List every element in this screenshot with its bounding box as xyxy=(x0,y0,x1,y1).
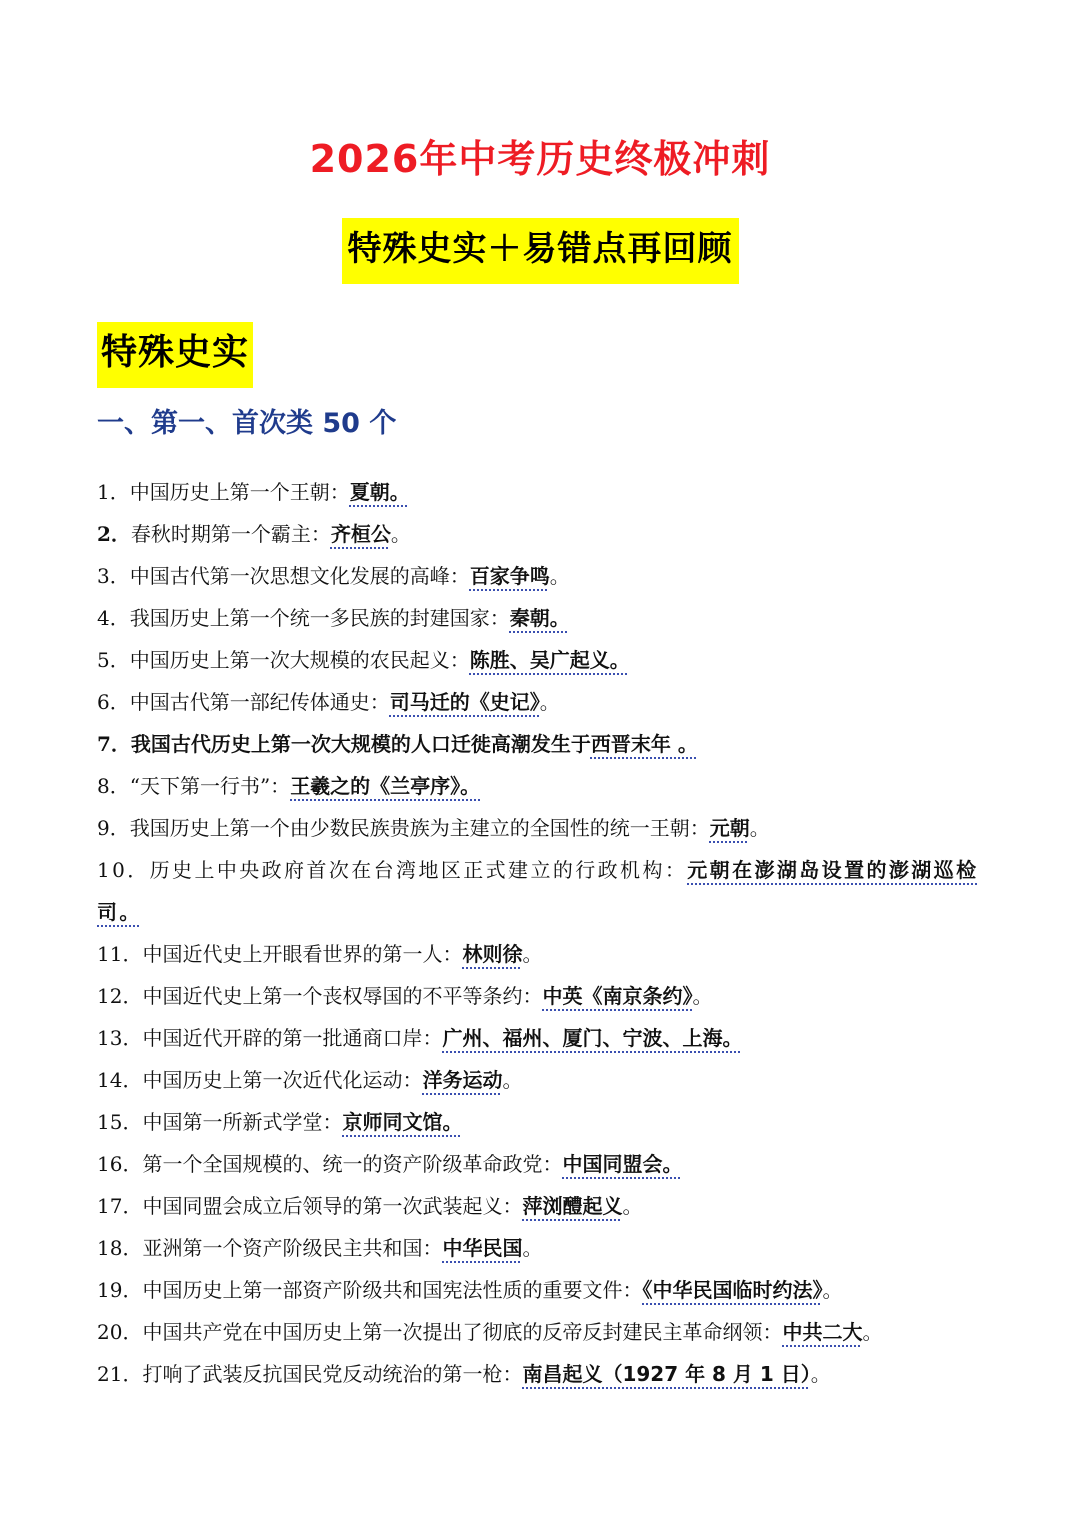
item-answer: 王羲之的《兰亭序》。 xyxy=(290,774,481,798)
list-item xyxy=(97,597,997,639)
list-item xyxy=(97,1353,997,1395)
item-number: 21． xyxy=(97,1362,143,1386)
item-question: 我国历史上第一个统一多民族的封建国家： xyxy=(129,606,510,630)
item-answer: 齐桓公 xyxy=(330,522,391,546)
item-question: 中国历史上第一次近代化运动： xyxy=(142,1068,423,1092)
item-number: 14． xyxy=(97,1068,143,1092)
item-tail: 。 xyxy=(522,1236,543,1260)
item-number: 11． xyxy=(97,942,143,966)
item-question: 我国古代历史上第一次大规模的人口迁徙高潮发生于 xyxy=(130,732,591,756)
item-question: 亚洲第一个资产阶级民主共和国： xyxy=(142,1236,443,1260)
item-number: 19． xyxy=(97,1278,143,1302)
item-question: 打响了武装反抗国民党反动统治的第一枪： xyxy=(142,1362,523,1386)
section-heading: 特殊史实 xyxy=(97,322,253,388)
item-question: 中国第一所新式学堂： xyxy=(142,1110,343,1134)
item-number: 8． xyxy=(97,774,130,798)
item-question: 中国历史上第一部资产阶级共和国宪法性质的重要文件： xyxy=(142,1278,643,1302)
subsection-heading: 一、第一、首次类 50 个 xyxy=(97,408,397,439)
item-answer: 司马迁的《史记》 xyxy=(389,690,540,714)
item-answer: 林则徐 xyxy=(462,942,523,966)
item-number: 4． xyxy=(97,606,130,630)
item-answer: 中共二大 xyxy=(782,1320,863,1344)
list-item xyxy=(97,1017,997,1059)
item-answer: 中国同盟会。 xyxy=(562,1152,683,1176)
list-item xyxy=(97,807,997,849)
item-question: 中国同盟会成立后领导的第一次武装起义： xyxy=(142,1194,523,1218)
item-number: 5． xyxy=(97,648,130,672)
item-number: 7． xyxy=(97,732,131,756)
item-answer: 百家争鸣 xyxy=(469,564,550,588)
item-tail: 。 xyxy=(749,816,770,840)
item-number: 18． xyxy=(97,1236,143,1260)
item-answer: 广州、福州、厦门、宁波、上海。 xyxy=(442,1026,743,1050)
item-number: 10． xyxy=(97,858,150,882)
item-answer: 元朝在澎湖岛设置的澎湖巡检司。 xyxy=(97,858,979,924)
item-question: 中国古代第一部纪传体通史： xyxy=(129,690,390,714)
list-item xyxy=(97,849,997,933)
item-number: 3． xyxy=(97,564,130,588)
item-number: 16． xyxy=(97,1152,143,1176)
document-title: 2026年中考历史终极冲刺 xyxy=(309,137,771,181)
item-number: 9． xyxy=(97,816,130,840)
item-tail: 。 xyxy=(390,522,411,546)
list-item xyxy=(97,1311,997,1353)
item-question: 中国古代第一次思想文化发展的高峰： xyxy=(129,564,470,588)
list-item xyxy=(97,1101,997,1143)
list-item xyxy=(97,681,997,723)
item-question: 中国近代开辟的第一批通商口岸： xyxy=(142,1026,443,1050)
list-item xyxy=(97,1227,997,1269)
list-item xyxy=(97,639,997,681)
list-item xyxy=(97,933,997,975)
item-answer: 《中华民国临时约法》 xyxy=(642,1278,823,1302)
list-item xyxy=(97,1269,997,1311)
item-tail: 。 xyxy=(692,984,713,1008)
item-answer: 夏朝。 xyxy=(349,480,410,504)
item-question: 春秋时期第一个霸主： xyxy=(130,522,331,546)
subtitle-container xyxy=(0,218,1080,284)
item-question: 中国历史上第一个王朝： xyxy=(129,480,350,504)
item-answer: 京师同文馆。 xyxy=(342,1110,463,1134)
item-question: 中国历史上第一次大规模的农民起义： xyxy=(129,648,470,672)
item-question: 历史上中央政府首次在台湾地区正式建立的行政机构： xyxy=(149,858,688,882)
item-tail: 。 xyxy=(810,1362,831,1386)
item-question: 中国共产党在中国历史上第一次提出了彻底的反帝反封建民主革命纲领： xyxy=(142,1320,783,1344)
item-question: 第一个全国规模的、统一的资产阶级革命政党： xyxy=(142,1152,563,1176)
item-number: 6． xyxy=(97,690,130,714)
item-tail: 。 xyxy=(822,1278,843,1302)
list-item xyxy=(97,513,997,555)
item-tail: 。 xyxy=(549,564,570,588)
item-number: 2． xyxy=(97,522,131,546)
item-answer: 中华民国 xyxy=(442,1236,523,1260)
item-number: 17． xyxy=(97,1194,143,1218)
list-item xyxy=(97,765,997,807)
item-answer: 陈胜、吴广起义。 xyxy=(469,648,630,672)
item-tail: 。 xyxy=(539,690,560,714)
item-question: 中国近代史上第一个丧权辱国的不平等条约： xyxy=(142,984,543,1008)
item-tail: 。 xyxy=(502,1068,523,1092)
list-item xyxy=(97,975,997,1017)
document-subtitle: 特殊史实＋易错点再回顾 xyxy=(342,218,739,284)
item-answer: 秦朝。 xyxy=(509,606,570,630)
item-question: 中国近代史上开眼看世界的第一人： xyxy=(142,942,463,966)
item-question: 我国历史上第一个由少数民族贵族为主建立的全国性的统一王朝： xyxy=(129,816,710,840)
item-answer: 南昌起义（1927 年 8 月 1 日） xyxy=(522,1362,811,1386)
item-answer: 中英《南京条约》 xyxy=(542,984,693,1008)
item-tail: 。 xyxy=(862,1320,883,1344)
list-item xyxy=(97,1059,997,1101)
item-answer: 西晋末年 。 xyxy=(590,732,698,756)
item-answer: 洋务运动 xyxy=(422,1068,503,1092)
item-number: 15． xyxy=(97,1110,143,1134)
item-number: 20． xyxy=(97,1320,143,1344)
list-item xyxy=(97,555,997,597)
item-tail: 。 xyxy=(622,1194,643,1218)
fact-list xyxy=(97,471,997,1395)
item-answer: 元朝 xyxy=(709,816,750,840)
item-number: 1． xyxy=(97,480,130,504)
item-number: 13． xyxy=(97,1026,143,1050)
list-item xyxy=(97,1143,997,1185)
item-answer: 萍浏醴起义 xyxy=(522,1194,623,1218)
item-number: 12． xyxy=(97,984,143,1008)
list-item xyxy=(97,1185,997,1227)
list-item xyxy=(97,471,997,513)
item-question: “天下第一行书”： xyxy=(129,774,291,798)
list-item xyxy=(97,723,997,765)
item-tail: 。 xyxy=(522,942,543,966)
